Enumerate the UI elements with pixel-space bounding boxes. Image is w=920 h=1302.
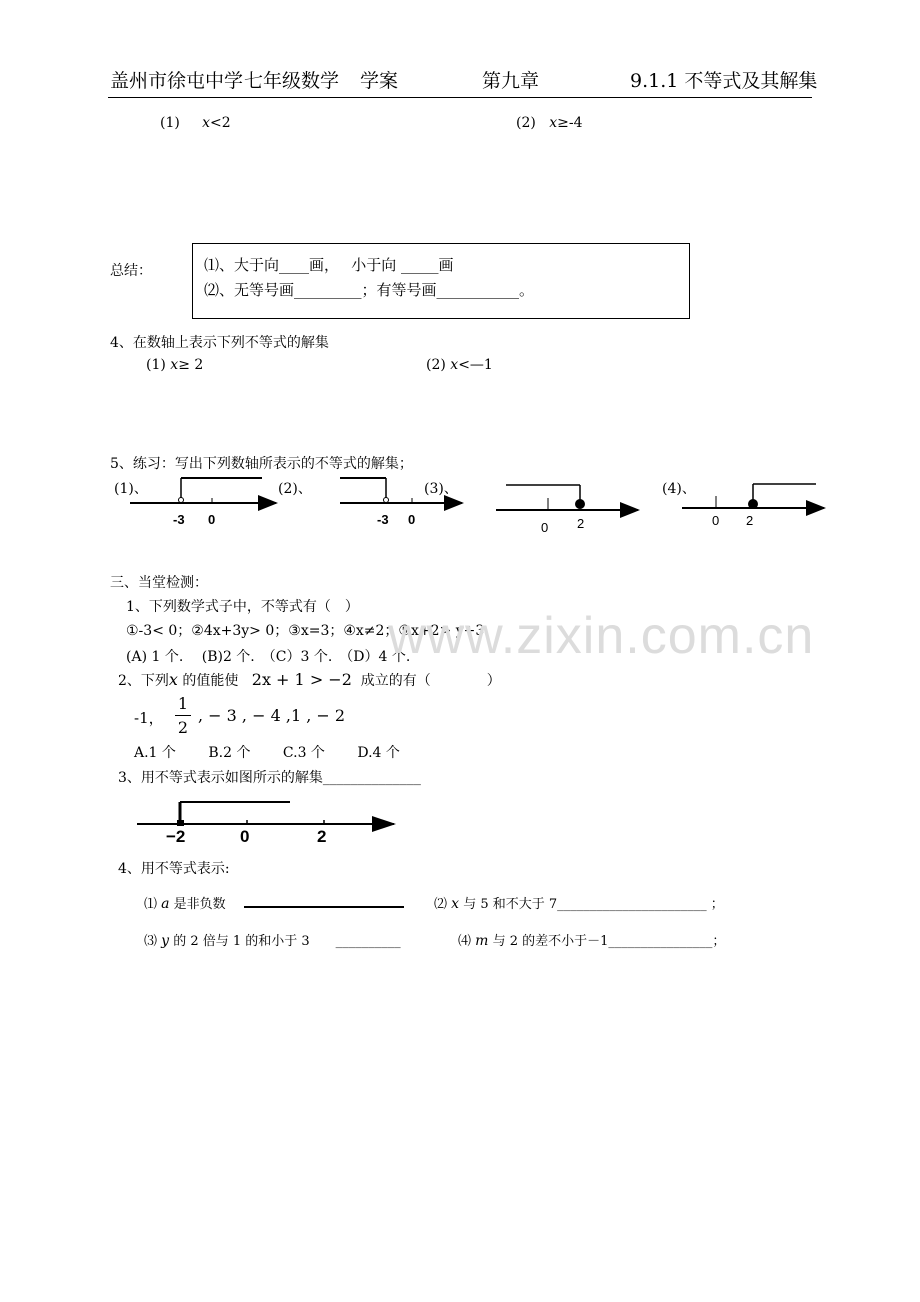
closed-endpoint	[177, 820, 184, 826]
axis-1-tick-0: 0	[208, 512, 216, 527]
axis-4-tick-0: 0	[712, 513, 720, 528]
s3-q2-prefix: 2、下列	[118, 673, 169, 689]
s3-q4-item-1-blank	[244, 906, 404, 908]
top-item-2-rel: ≥-4	[557, 115, 583, 131]
s3-q2-var: x	[168, 670, 178, 689]
top-item-1-var: x	[202, 115, 211, 131]
axis-3-tick-2: 2	[577, 516, 585, 531]
s3-q2-suffix: 成立的有（ ）	[360, 673, 501, 689]
s3-q4-item-1-var: a	[161, 896, 170, 912]
summary-label: 总结：	[110, 263, 152, 279]
top-item-2-num: (2)	[516, 115, 536, 131]
q4-item-1-num: (1)	[146, 357, 166, 373]
q5-label-2: (2)、	[278, 481, 312, 497]
s3-q2-val-b: , − 3 , − 4 ,1 , − 2	[198, 706, 346, 725]
header-subject: 七年级数学	[244, 70, 340, 92]
q4-title: 4、在数轴上表示下列不等式的解集	[110, 335, 329, 351]
q4-item-2-num: (2)	[426, 357, 446, 373]
q5-label-4: (4)、	[662, 481, 696, 497]
s3-q4-item-1-text: 是非负数	[169, 897, 226, 912]
open-circle	[179, 498, 184, 503]
s3-q1-title: 1、下列数学式子中，不等式有（ ）	[126, 599, 359, 615]
q4-item-2-rel: <—1	[458, 357, 493, 373]
s3-q4-item-4-text: 与 2 的差不小于－1________________；	[488, 934, 726, 949]
top-item-1-rel: <2	[210, 115, 231, 131]
fraction-bar	[175, 715, 191, 716]
open-circle	[384, 498, 389, 503]
summary-line-2: ⑵、无等号画_________；有等号画___________。	[204, 281, 535, 299]
s3-q4-item-4	[458, 930, 725, 949]
q3-tick-neg2: −2	[166, 827, 186, 846]
s3-q3-title: 3、用不等式表示如图所示的解集______________	[118, 770, 421, 786]
q5-number-lines	[0, 0, 920, 560]
fraction-denominator: 2	[177, 718, 189, 737]
fraction-numerator: 1	[177, 694, 189, 713]
s3-q4-item-4-var: m	[475, 933, 489, 949]
axis-2-tick-neg3: -3	[377, 512, 389, 527]
number-line-1	[130, 478, 276, 527]
s3-q4-item-2-num: ⑵	[434, 897, 448, 912]
s3-q2-mid: 的值能使	[177, 673, 239, 689]
s3-q2-choices: A.1 个 B.2 个 C.3 个 D.4 个	[134, 745, 400, 761]
axis-4-tick-2: 2	[746, 513, 754, 528]
header-doc-type: 学案	[360, 70, 399, 92]
s3-q2-fraction	[175, 694, 191, 737]
s3-q2-val-a: -1，	[134, 709, 164, 727]
summary-line-1: ⑴、大于向____画， 小于向 _____画	[204, 256, 454, 274]
number-line-2	[340, 478, 462, 527]
s3-q4-title: 4、用不等式表示:	[118, 861, 230, 877]
s3-q1-items: ①-3< 0；②4x+3y> 0；③x=3；④x≠2；⑤x+2> y+3	[126, 623, 485, 639]
q5-label-1: (1)、	[114, 481, 148, 497]
s3-q2-line	[118, 670, 501, 690]
q3-tick-2: 2	[317, 827, 327, 846]
section3-title: 三、当堂检测：	[110, 575, 208, 591]
s3-q4-item-3-num: ⑶	[144, 934, 158, 949]
q3-tick-0: 0	[240, 827, 250, 846]
s3-q4-item-3-var: y	[161, 933, 170, 949]
header-chapter: 第九章	[482, 70, 540, 92]
number-line-4	[682, 484, 824, 528]
closed-dot	[575, 499, 585, 509]
top-item-1-num: (1)	[160, 115, 180, 131]
header-school: 盖州市徐屯中学	[110, 70, 244, 92]
q5-title: 5、练习：写出下列数轴所表示的不等式的解集；	[110, 456, 413, 472]
header-section: 9.1.1 不等式及其解集	[630, 70, 818, 92]
q5-label-3: (3)、	[424, 481, 458, 497]
number-line-3	[496, 485, 638, 535]
s3-q4-item-2	[434, 893, 724, 912]
s3-q4-item-2-var: x	[451, 896, 460, 912]
q4-item-1-var: x	[170, 357, 179, 373]
s3-q3-number-line	[0, 790, 420, 850]
s3-q1-choices: (A) 1 个. (B)2 个. （C）3 个. （D）4 个.	[126, 649, 411, 665]
q4-item-1-rel: ≥ 2	[178, 357, 204, 373]
s3-q2-expr: 2x + 1 > −2	[251, 670, 352, 689]
s3-q4-item-1	[144, 893, 226, 912]
s3-q4-item-3	[144, 930, 401, 949]
s3-q4-item-2-text: 与 5 和不大于 7_______________________ ；	[459, 897, 724, 912]
s3-q4-item-1-num: ⑴	[144, 897, 158, 912]
axis-3-tick-0: 0	[541, 520, 549, 535]
top-item-2-var: x	[549, 115, 558, 131]
axis-2-tick-0: 0	[408, 512, 416, 527]
q4-item-2-var: x	[450, 357, 459, 373]
s3-q4-item-4-num: ⑷	[458, 934, 472, 949]
s3-q4-item-3-text: 的 2 倍与 1 的和小于 3 __________	[169, 934, 401, 949]
axis-1-tick-neg3: -3	[173, 512, 185, 527]
closed-dot	[748, 499, 758, 509]
watermark: www.zixin.com.cn	[388, 607, 815, 665]
